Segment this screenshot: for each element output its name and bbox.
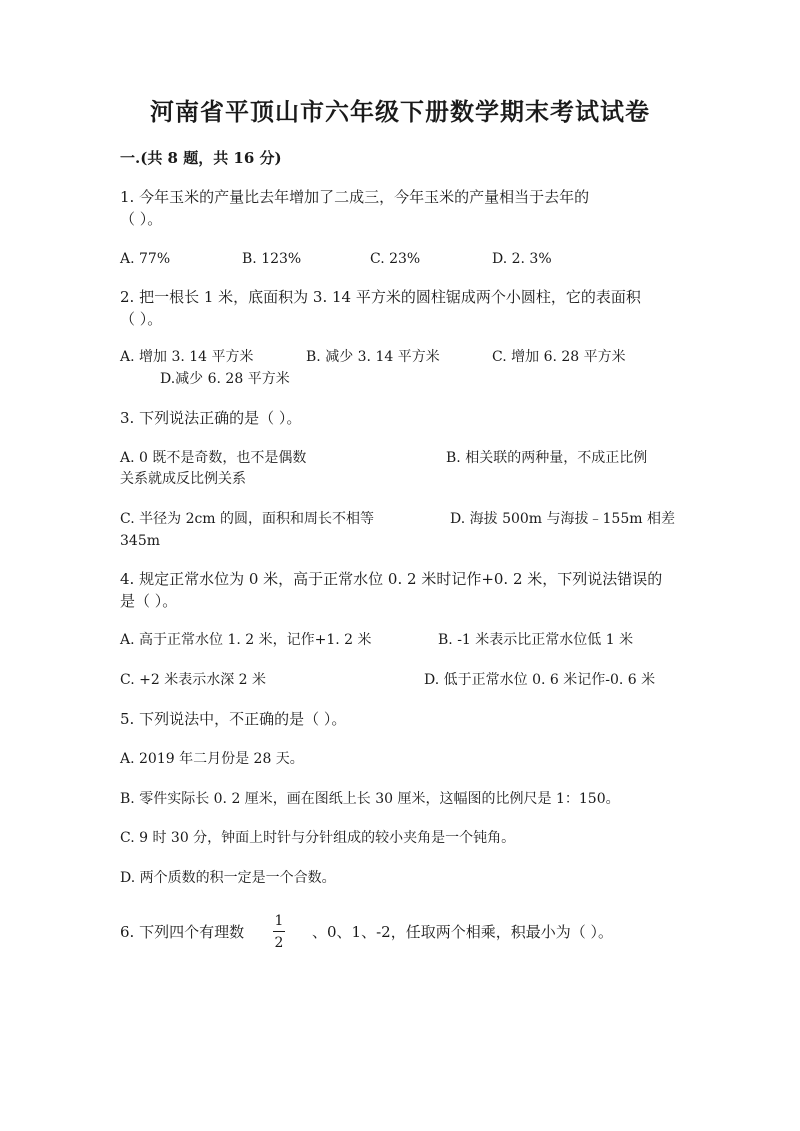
question-1-blank: （ ）。 bbox=[120, 210, 163, 228]
question-2-option-d: D.减少 6. 28 平方米 bbox=[160, 371, 290, 387]
fraction-bar bbox=[273, 931, 285, 932]
question-3-option-a: A. 0 既不是奇数，也不是偶数 bbox=[120, 450, 307, 466]
question-6-text-cont: 、0、1、-2，任取两个相乘，积最小为（ ）。 bbox=[312, 923, 613, 941]
question-4-option-d: D. 低于正常水位 0. 6 米记作-0. 6 米 bbox=[424, 672, 656, 688]
question-2-option-c: C. 增加 6. 28 平方米 bbox=[492, 349, 626, 365]
question-4-blank: 是（ ）。 bbox=[120, 592, 178, 610]
fraction-one-half bbox=[272, 914, 286, 950]
question-5-option-d: D. 两个质数的积一定是一个合数。 bbox=[120, 870, 336, 886]
page-title: 河南省平顶山市六年级下册数学期末考试试卷 bbox=[150, 97, 650, 126]
fraction-numerator: 1 bbox=[274, 913, 284, 929]
section-heading: 一.(共 8 题，共 16 分) bbox=[120, 149, 282, 167]
fraction-denominator: 2 bbox=[274, 935, 284, 951]
question-5-option-c: C. 9 时 30 分，钟面上时针与分针组成的较小夹角是一个钝角。 bbox=[120, 830, 516, 846]
question-2-text: 2. 把一根长 1 米，底面积为 3. 14 平方米的圆柱锯成两个小圆柱，它的表面积 bbox=[120, 288, 641, 306]
question-3-text: 3. 下列说法正确的是（ ）。 bbox=[120, 409, 302, 427]
question-5-option-b: B. 零件实际长 0. 2 厘米，画在图纸上长 30 厘米，这幅图的比例尺是 1：150。 bbox=[120, 791, 620, 807]
question-1-option-b: B. 123% bbox=[242, 251, 302, 267]
question-4-text: 4. 规定正常水位为 0 米，高于正常水位 0. 2 米时记作+0. 2 米，下列说法错误的 bbox=[120, 570, 663, 588]
question-1-option-d: D. 2. 3% bbox=[492, 251, 552, 267]
question-4-option-c: C. +2 米表示水深 2 米 bbox=[120, 672, 267, 688]
question-3-option-d-cont: 345m bbox=[120, 533, 160, 549]
question-3-option-b: B. 相关联的两种量，不成正比例 bbox=[446, 450, 648, 466]
question-4-option-b: B. -1 米表示比正常水位低 1 米 bbox=[438, 632, 634, 648]
question-2-option-a: A. 增加 3. 14 平方米 bbox=[120, 349, 254, 365]
question-6-text: 6. 下列四个有理数 bbox=[120, 923, 245, 941]
question-5-text: 5. 下列说法中，不正确的是（ ）。 bbox=[120, 710, 347, 728]
question-5-option-a: A. 2019 年二月份是 28 天。 bbox=[120, 751, 304, 767]
question-4-option-a: A. 高于正常水位 1. 2 米，记作+1. 2 米 bbox=[120, 632, 372, 648]
question-3-option-b-cont: 关系就成反比例关系 bbox=[120, 471, 246, 487]
question-1-text: 1. 今年玉米的产量比去年增加了二成三，今年玉米的产量相当于去年的 bbox=[120, 188, 590, 206]
question-2-option-b: B. 减少 3. 14 平方米 bbox=[306, 349, 440, 365]
question-3-option-c: C. 半径为 2cm 的圆，面积和周长不相等 bbox=[120, 511, 375, 527]
question-1-option-c: C. 23% bbox=[370, 251, 421, 267]
question-2-blank: （ ）。 bbox=[120, 310, 163, 328]
question-3-option-d: D. 海拔 500m 与海拔﹣155m 相差 bbox=[450, 511, 675, 527]
question-1-option-a: A. 77% bbox=[120, 251, 171, 267]
